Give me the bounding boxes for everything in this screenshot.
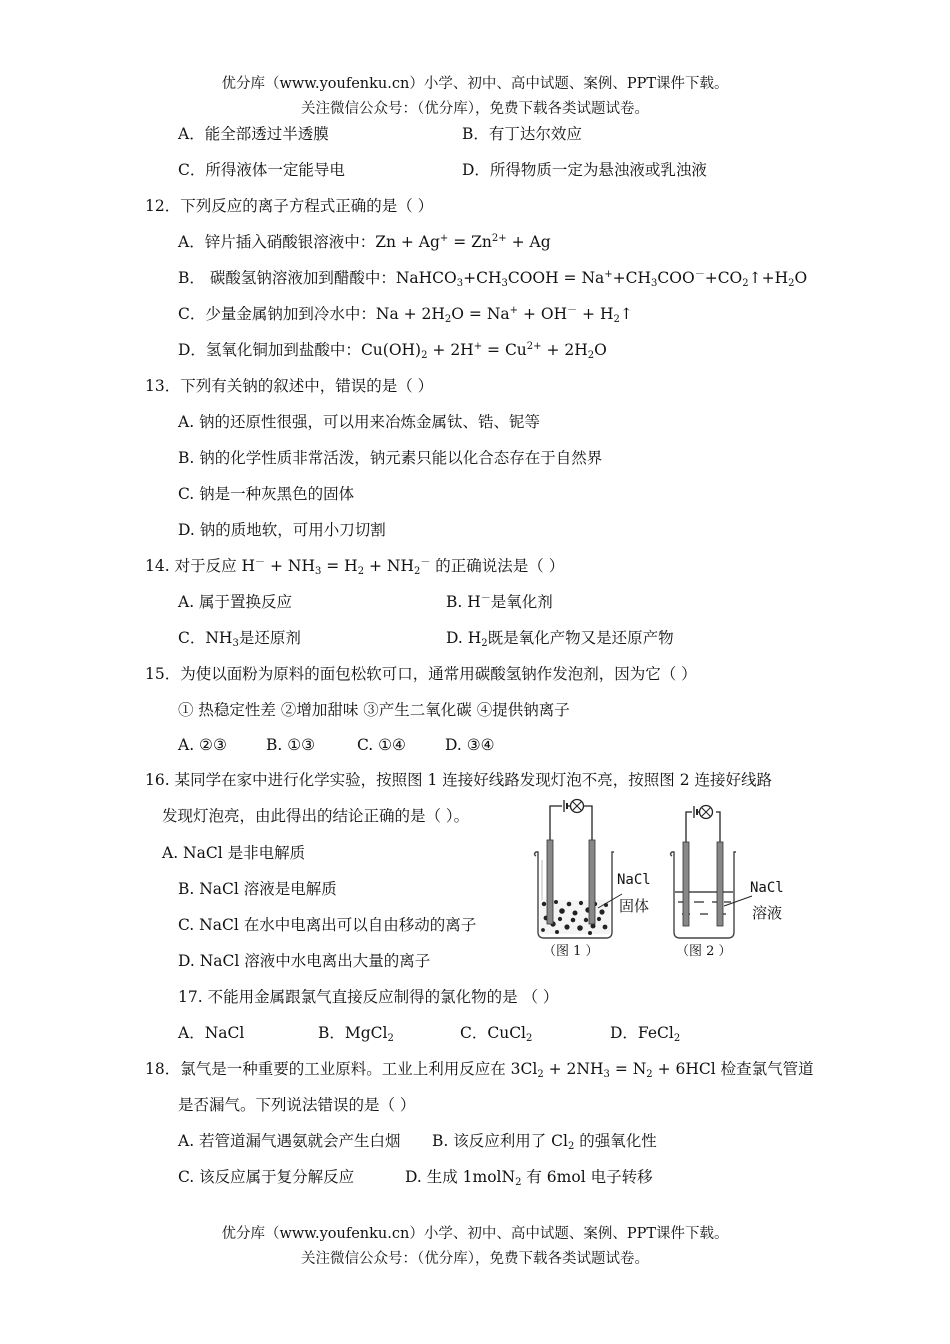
q13-option-a: A. 钠的还原性很强，可以用来冶炼金属钛、锆、铌等: [178, 413, 541, 431]
q18-option-b-pre: B. 该反应利用了: [432, 1132, 552, 1150]
q13-option-b: B. 钠的化学性质非常活泼，钠元素只能以化合态存在于自然界: [178, 449, 603, 467]
q14-option-c-text: 是还原剂: [238, 629, 301, 647]
q11-option-d: D．所得物质一定为悬浊液或乳浊液: [462, 161, 707, 179]
header-line-2: 关注微信公众号：（优分库），免费下载各类试题试卷。: [301, 101, 649, 117]
figure-1-label-solid: 固体: [619, 897, 650, 915]
q13-option-c: C. 钠是一种灰黑色的固体: [178, 485, 355, 503]
q14-option-a: A. 属于置换反应: [178, 593, 293, 611]
figure-1-circuit-solid: [526, 796, 636, 946]
figure-2-caption: （图 2 ）: [676, 944, 732, 959]
q14-option-c: C．$NH_3$是还原剂: [178, 629, 301, 649]
q12-option-a: A．锌片插入硝酸银溶液中：$Zn + Ag^+ = Zn^{2+} + Ag$: [178, 233, 551, 251]
footer-line-1: 优分库（www.youfenku.cn）小学、初中、高中试题、案例、PPT课件下载。: [221, 1226, 729, 1242]
q18-option-d: D. 生成 1molN$_2$ 有 6mol 电子转移: [405, 1168, 653, 1188]
q16-option-d: D. NaCl 溶液中水电离出大量的离子: [178, 952, 431, 970]
q16-option-b: B. NaCl 溶液是电解质: [178, 880, 337, 898]
q18-stem-line-1: 18．氯气是一种重要的工业原料。工业上利用反应在 $3Cl_2 + 2NH_3 = N_2 + 6HCl$ 检查氯气管道: [145, 1060, 814, 1080]
q15-stem: 15．为使以面粉为原料的面包松软可口，通常用碳酸氢钠作发泡剂，因为它（ ）: [145, 665, 697, 683]
q17-option-a: A．NaCl: [178, 1024, 245, 1042]
q12-option-c: C．少量金属钠加到冷水中：$Na + 2H_2O = Na^+ + OH^-$ + $H_2↑$: [178, 305, 633, 325]
q18-option-b: B. 该反应利用了 $Cl_2$ 的强氧化性: [432, 1132, 657, 1152]
q17-option-b: B．MgCl$_2$: [318, 1024, 394, 1044]
q15-option-c: C. ①④: [357, 736, 406, 754]
q16-stem-line-1: 16. 某同学在家中进行化学实验，按照图 1 连接好线路发现灯泡不亮，按照图 2 连接好线路: [145, 771, 773, 789]
q18-stem-line-2: 是否漏气。下列说法错误的是（ ）: [178, 1096, 416, 1114]
q16-option-c: C. NaCl 在水中电离出可以自由移动的离子: [178, 916, 477, 934]
q18-stem-pre: 18．氯气是一种重要的工业原料。工业上利用反应在: [145, 1060, 511, 1078]
q16-option-a: A. NaCl 是非电解质: [162, 844, 306, 862]
header-line-1: 优分库（www.youfenku.cn）小学、初中、高中试题、案例、PPT课件下载。: [221, 76, 729, 92]
figure-2-circuit-solution: [666, 796, 756, 946]
q12-option-d-label: D．氢氧化铜加到盐酸中：: [178, 341, 361, 359]
q12-option-c-label: C．少量金属钠加到冷水中：: [178, 305, 376, 323]
figure-2-label-nacl: NaCl: [750, 880, 784, 896]
q11-option-c: C．所得液体一定能导电: [178, 161, 345, 179]
figure-1-label-nacl: NaCl: [617, 872, 651, 888]
q15-option-d: D. ③④: [445, 736, 495, 754]
q18-option-d-pre: D. 生成 1mol: [405, 1168, 502, 1186]
figure-1-caption: （图 1 ）: [543, 944, 599, 959]
q12-option-b-label: B． 碳酸氢钠溶液加到醋酸中：: [178, 269, 396, 287]
footer-line-2: 关注微信公众号：（优分库），免费下载各类试题试卷。: [301, 1251, 649, 1267]
q18-option-c: C. 该反应属于复分解反应: [178, 1168, 355, 1186]
q17-option-c: C．CuCl$_2$: [460, 1024, 533, 1044]
q15-items: ① 热稳定性差 ②增加甜味 ③产生二氧化碳 ④提供钠离子: [178, 701, 570, 719]
q17-option-d: D．FeCl$_2$: [610, 1024, 681, 1044]
q15-option-b: B. ①③: [266, 736, 316, 754]
q15-option-a: A. ②③: [178, 736, 227, 754]
q12-option-b: B． 碳酸氢钠溶液加到醋酸中：$NaHCO_3+CH_3COOH$ = $Na^++CH_3COO^-+CO_2↑+H_2O$: [178, 269, 808, 289]
q11-option-a: A．能全部透过半透膜: [178, 125, 329, 143]
q12-option-d: D．氢氧化铜加到盐酸中：$Cu(OH)_2 + 2H^+ = Cu^{2+} + 2H_2O$: [178, 341, 607, 361]
q16-stem-line-2: 发现灯泡亮，由此得出的结论正确的是（ ）。: [162, 807, 470, 825]
q14-option-b-text: 是氧化剂: [490, 593, 553, 611]
q14-option-d: D. $H_2$既是氧化产物又是还原产物: [446, 629, 674, 649]
q11-option-b: B．有丁达尔效应: [462, 125, 582, 143]
q12-option-a-label: A．锌片插入硝酸银溶液中：: [178, 233, 376, 251]
q18-option-a: A. 若管道漏气遇氨就会产生白烟: [178, 1132, 401, 1150]
q17-stem: 17. 不能用金属跟氯气直接反应制得的氯化物的是 （ ）: [178, 988, 559, 1006]
q14-stem-pre: 14. 对于反应: [145, 557, 242, 575]
q12-stem: 12．下列反应的离子方程式正确的是（ ）: [145, 197, 434, 215]
q13-option-d: D. 钠的质地软，可用小刀切割: [178, 521, 386, 539]
q14-option-b: B. H－是氧化剂: [446, 593, 553, 611]
q14-option-d-text: 既是氧化产物又是还原产物: [487, 629, 674, 647]
q14-stem: 14. 对于反应 $H^- + NH_3 = H_2 + NH_2^-$ 的正确说法是（ ）: [145, 557, 565, 577]
q14-stem-post: 的正确说法是（ ）: [430, 557, 565, 575]
q13-stem: 13．下列有关钠的叙述中，错误的是（ ）: [145, 377, 434, 395]
q18-stem-post: 检查氯气管道: [715, 1060, 814, 1078]
q18-option-d-post: 有 6mol 电子转移: [521, 1168, 653, 1186]
q18-option-b-post: 的强氧化性: [574, 1132, 657, 1150]
figure-2-label-solution: 溶液: [752, 904, 783, 922]
